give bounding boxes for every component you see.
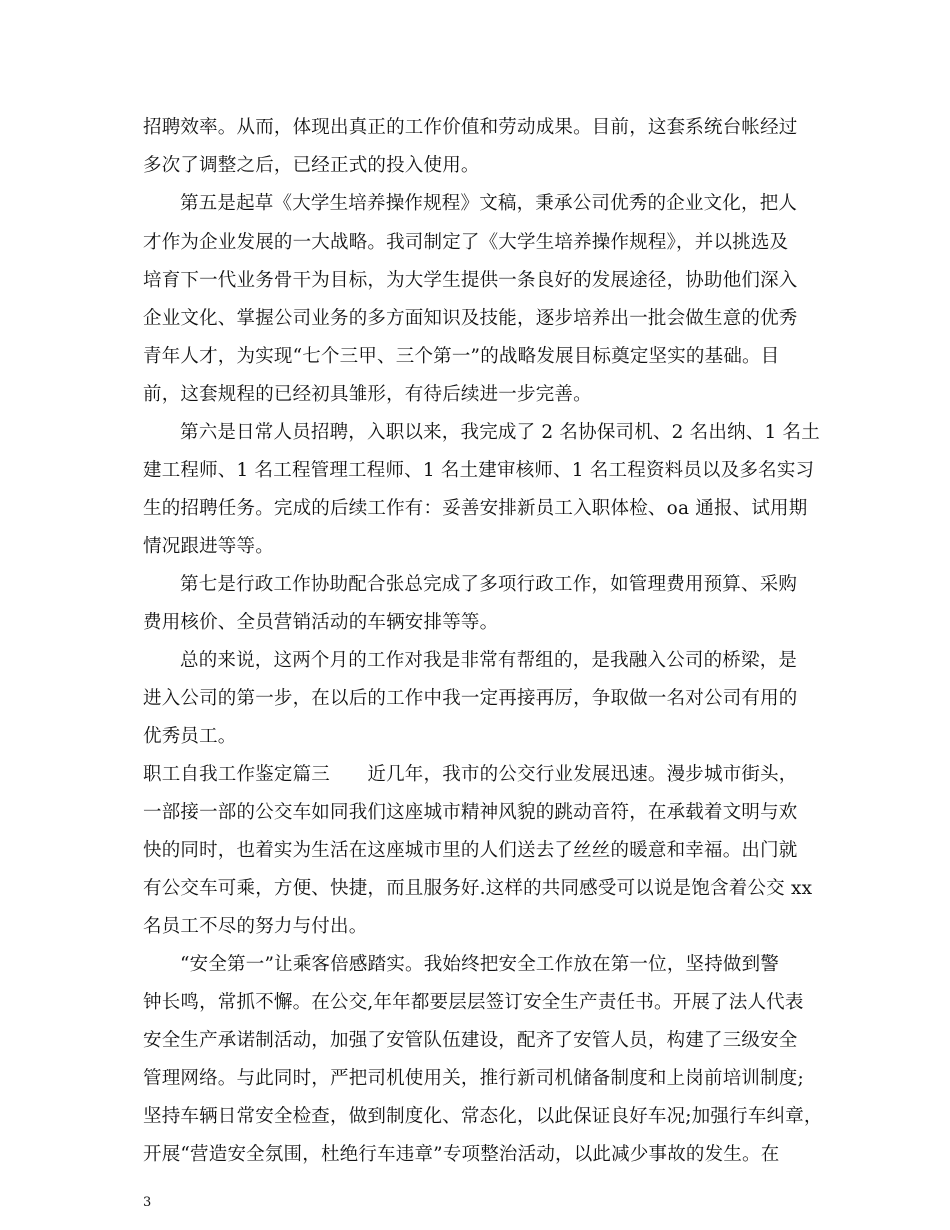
text-line: 青年人才，为实现“七个三甲、三个第一”的战略发展目标奠定坚实的基础。目 xyxy=(143,346,780,367)
text-line: 管理网络。与此同时，严把司机使用关，推行新司机储备制度和上岗前培训制度; xyxy=(143,1068,804,1089)
text-line: 情况跟进等等。 xyxy=(143,536,274,557)
text-line: 企业文化、掌握公司业务的多方面知识及技能，逐步培养出一批会做生意的优秀 xyxy=(143,308,798,329)
text-line: 钟长鸣，常抓不懈。在公交,年年都要层层签订安全生产责任书。开展了法人代表 xyxy=(143,992,804,1013)
text-line: 优秀员工。 xyxy=(143,726,237,747)
text-line: “安全第一”让乘客倍感踏实。我始终把安全工作放在第一位，坚持做到警 xyxy=(180,954,780,975)
text-line: 有公交车可乘，方便、快捷，而且服务好.这样的共同感受可以说是饱含着公交 xx xyxy=(143,878,813,899)
text-line: 安全生产承诺制活动，加强了安管队伍建设，配齐了安管人员，构建了三级安全 xyxy=(143,1030,798,1051)
text-line: 总的来说，这两个月的工作对我是非常有帮组的，是我融入公司的桥梁，是 xyxy=(180,650,798,671)
text-line: 坚持车辆日常安全检查，做到制度化、常态化，以此保证良好车况;加强行车纠章， xyxy=(143,1106,823,1127)
text-line: 快的同时，也着实为生活在这座城市里的人们送去了丝丝的暖意和幸福。出门就 xyxy=(143,840,798,861)
text-line: 培育下一代业务骨干为目标，为大学生提供一条良好的发展途径，协助他们深入 xyxy=(143,270,798,291)
text-line: 前，这套规程的已经初具雏形，有待后续进一步完善。 xyxy=(143,384,592,405)
text-line: 才作为企业发展的一大战略。我司制定了《大学生培养操作规程》，并以挑选及 xyxy=(143,232,789,253)
text-line: 费用核价、全员营销活动的车辆安排等等。 xyxy=(143,612,499,633)
page-number: 3 xyxy=(143,1195,152,1210)
text-line: 第六是日常人员招聘，入职以来，我完成了 2 名协保司机、2 名出纳、1 名土 xyxy=(180,422,820,443)
text-line: 开展“营造安全氛围，杜绝行车违章”专项整治活动，以此减少事故的发生。在 xyxy=(143,1144,780,1165)
text-line: 招聘效率。从而，体现出真正的工作价值和劳动成果。目前，这套系统台帐经过 xyxy=(143,117,798,138)
text-line: 建工程师、1 名工程管理工程师、1 名土建审核师、1 名工程资料员以及多名实习 xyxy=(143,460,815,481)
text-line: 进入公司的第一步，在以后的工作中我一定再接再厉，争取做一名对公司有用的 xyxy=(143,688,798,709)
text-line: 多次了调整之后，已经正式的投入使用。 xyxy=(143,155,480,176)
text-line: 第五是起草《大学生培养操作规程》文稿，秉承公司优秀的企业文化，把人 xyxy=(180,193,798,214)
text-line: 名员工不尽的努力与付出。 xyxy=(143,916,368,937)
text-line: 第七是行政工作协助配合张总完成了多项行政工作，如管理费用预算、采购 xyxy=(180,574,798,595)
text-line: 一部接一部的公交车如同我们这座城市精神风貌的跳动音符，在承载着文明与欢 xyxy=(143,802,798,823)
section-heading-line: 职工自我工作鉴定篇三 近几年，我市的公交行业发展迅速。漫步城市街头， xyxy=(143,764,798,785)
text-line: 生的招聘任务。完成的后续工作有：妥善安排新员工入职体检、oa 通报、试用期 xyxy=(143,498,808,519)
